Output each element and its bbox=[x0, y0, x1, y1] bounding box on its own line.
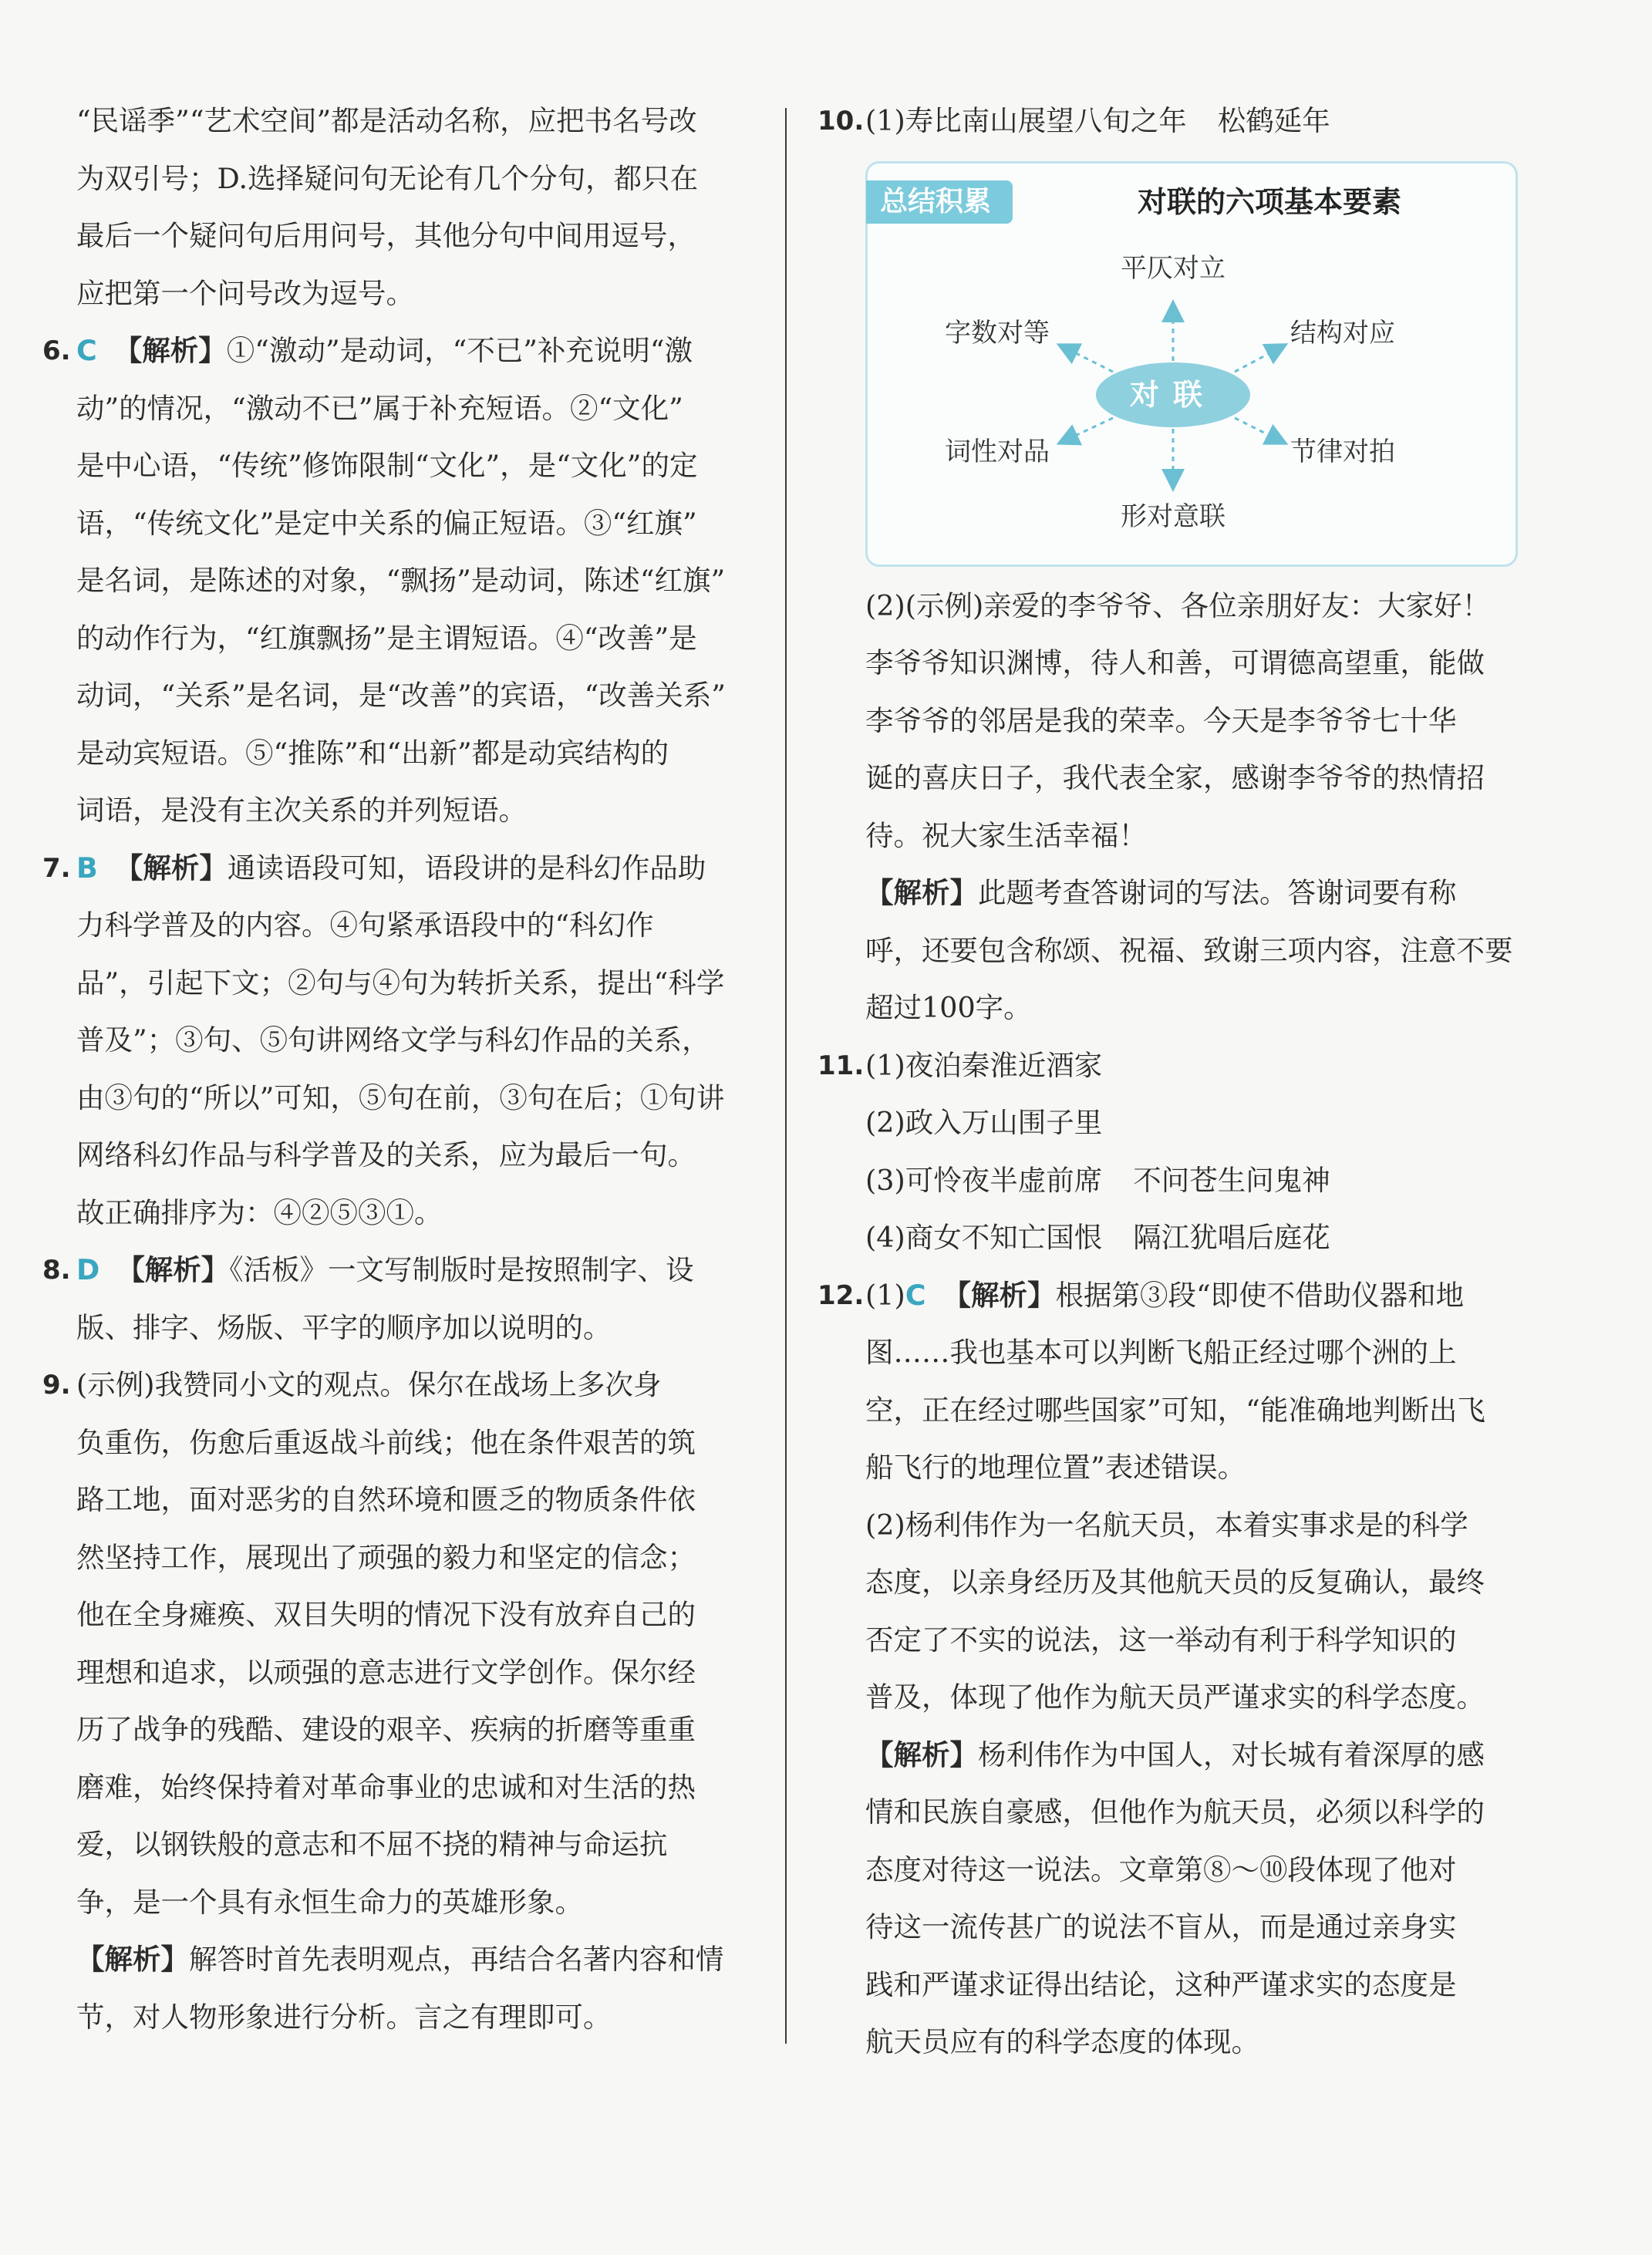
label-top: 平仄对立 bbox=[1121, 252, 1226, 284]
diagram-title: 对联的六项基本要素 bbox=[1138, 184, 1402, 219]
text-line: 呼，还要包含称颂、祝福、致谢三项内容，注意不要 bbox=[865, 933, 1513, 967]
text-line: 践和严谨求证得出结论，这种严谨求实的态度是 bbox=[865, 1967, 1457, 2001]
text-segment: (1) bbox=[865, 1278, 905, 1312]
text-line: 的动作行为，“红旗飘扬”是主谓短语。④“改善”是 bbox=[76, 621, 697, 655]
text-line: 态度对待这一说法。文章第⑧～⑩段体现了他对 bbox=[865, 1852, 1457, 1886]
text-line: 图……我也基本可以判断飞船正经过哪个洲的上 bbox=[865, 1336, 1457, 1369]
analysis-tag: 【解析】 bbox=[113, 334, 227, 367]
label-lower-left: 词性对品 bbox=[945, 436, 1050, 467]
text-segment: 松鹤延年 bbox=[1217, 104, 1330, 137]
text-segment: 《活板》一文写制版时是按照制字、设 bbox=[229, 1253, 694, 1286]
text-line: 他在全身瘫痪、双目失明的情况下没有放弃自己的 bbox=[76, 1598, 696, 1631]
analysis-tag: 【解析】 bbox=[865, 1738, 978, 1771]
arrow-upper-left bbox=[1060, 345, 1113, 372]
text-line: (2)(示例)亲爱的李爷爷、各位亲朋好友：大家好！ bbox=[865, 588, 1491, 622]
text-line: 节，对人物形象进行分析。言之有理即可。 bbox=[76, 2000, 612, 2034]
text-line: 普及”；③句、⑤句讲网络文学与科幻作品的关系， bbox=[76, 1023, 710, 1057]
answer-7 bbox=[42, 840, 752, 1242]
text-line: 版、排字、炀版、平字的顺序加以说明的。 bbox=[76, 1310, 612, 1344]
answer-11 bbox=[818, 1037, 1542, 1267]
text-segment: 此题考查答谢词的写法。答谢词要有称 bbox=[978, 876, 1457, 909]
text-segment: 不问苍生问鬼神 bbox=[1133, 1163, 1330, 1197]
text-segment: (4)商女不知亡国恨 bbox=[865, 1221, 1103, 1254]
answer-first-line bbox=[76, 322, 752, 380]
text-line: 动词，“关系”是名词，是“改善”的宾语，“改善关系” bbox=[76, 679, 726, 712]
label-bottom: 形对意联 bbox=[1121, 501, 1226, 532]
text-line: 理想和追求，以顽强的意志进行文学创作。保尔经 bbox=[76, 1655, 696, 1689]
label-lower-right: 节律对拍 bbox=[1290, 436, 1395, 467]
answer-first-line bbox=[865, 1267, 1542, 1325]
right-column bbox=[818, 93, 1542, 2071]
text-line: 态度，以亲身经历及其他航天员的反复确认，最终 bbox=[865, 1566, 1485, 1599]
text-line: 空，正在经过哪些国家”可知，“能准确地判断出飞 bbox=[865, 1393, 1485, 1427]
text-line: 由③句的“所以”可知，⑤句在前，③句在后；①句讲 bbox=[76, 1080, 725, 1114]
text-line: 爱，以钢铁般的意志和不屈不挠的精神与命运抗 bbox=[76, 1828, 668, 1861]
question-number: 12. bbox=[818, 1279, 865, 1311]
question-number: 10. bbox=[818, 106, 865, 137]
answer-line bbox=[865, 1209, 1542, 1267]
analysis-tag: 【解析】 bbox=[865, 876, 978, 909]
text-segment: ①“激动”是动词，“不已”补充说明“激 bbox=[226, 334, 693, 367]
text-line: 争，是一个具有永恒生命力的英雄形象。 bbox=[76, 1885, 583, 1919]
text-segment: (1)寿比南山展望八旬之年 bbox=[865, 104, 1187, 137]
text-line: 是中心语，“传统”修饰限制“文化”，是“文化”的定 bbox=[76, 449, 698, 482]
answer-letter: D bbox=[76, 1253, 100, 1286]
summary-badge: 总结积累 bbox=[866, 180, 1013, 224]
diagram-center: 对联 bbox=[1096, 362, 1250, 427]
text-line: 待这一流传甚广的说法不盲从，而是通过亲身实 bbox=[865, 1910, 1457, 1943]
text-segment: (3)可怜夜半虚前席 bbox=[865, 1163, 1103, 1197]
text-line: 路工地，面对恶劣的自然环境和匮乏的物质条件依 bbox=[76, 1483, 696, 1516]
text-line: 负重伤，伤愈后重返战斗前线；他在条件艰苦的筑 bbox=[76, 1425, 696, 1459]
column-divider bbox=[785, 108, 787, 2044]
text-segment: 通读语段可知，语段讲的是科幻作品助 bbox=[227, 851, 706, 885]
text-line: (1)夜泊秦淮近酒家 bbox=[865, 1048, 1103, 1082]
text-line: 为双引号；D.选择疑问句无论有几个分句，都只在 bbox=[76, 161, 699, 195]
analysis-tag: 【解析】 bbox=[76, 1943, 189, 1976]
text-segment: 隔江犹唱后庭花 bbox=[1133, 1221, 1330, 1254]
text-segment: 杨利伟作为中国人，对长城有着深厚的感 bbox=[978, 1738, 1485, 1771]
text-line: 普及，体现了他作为航天员严谨求实的科学态度。 bbox=[865, 1680, 1485, 1714]
text-line: 航天员应有的科学态度的体现。 bbox=[865, 2025, 1259, 2058]
answer-5-continued bbox=[42, 93, 752, 322]
analysis-tag: 【解析】 bbox=[116, 1253, 230, 1286]
question-number: 11. bbox=[818, 1050, 865, 1081]
analysis-line bbox=[865, 1727, 1542, 1785]
analysis-line bbox=[865, 865, 1542, 922]
text-line: 情和民族自豪感，但他作为航天员，必须以科学的 bbox=[865, 1795, 1485, 1829]
text-line: 历了战争的残酷、建设的艰辛、疾病的折磨等重重 bbox=[76, 1713, 696, 1746]
answer-8 bbox=[42, 1242, 752, 1357]
arrow-upper-right bbox=[1235, 345, 1284, 372]
text-line: 是名词，是陈述的对象，“飘扬”是动词，陈述“红旗” bbox=[76, 564, 726, 597]
arrow-lower-left bbox=[1060, 418, 1113, 443]
question-number: 8. bbox=[42, 1255, 71, 1286]
text-segment: 解答时首先表明观点，再结合名著内容和情 bbox=[189, 1943, 724, 1976]
question-number: 6. bbox=[42, 335, 71, 366]
text-line: “民谣季”“艺术空间”都是活动名称，应把书名号改 bbox=[76, 104, 697, 137]
label-upper-right: 结构对应 bbox=[1290, 317, 1395, 349]
answer-letter: C bbox=[905, 1278, 926, 1312]
answer-line bbox=[865, 1152, 1542, 1210]
answer-first-line bbox=[76, 840, 752, 898]
answer-letter: C bbox=[76, 334, 97, 367]
text-line: 然坚持工作，展现出了顽强的毅力和坚定的信念； bbox=[76, 1540, 696, 1574]
answer-line bbox=[865, 93, 1542, 150]
text-line: 是动宾短语。⑤“推陈”和“出新”都是动宾结构的 bbox=[76, 736, 669, 770]
text-line: 李爷爷知识渊博，待人和善，可谓德高望重，能做 bbox=[865, 646, 1485, 679]
answer-10 bbox=[818, 93, 1542, 1037]
question-number: 7. bbox=[42, 852, 71, 884]
text-line: 船飞行的地理位置”表述错误。 bbox=[865, 1451, 1246, 1484]
answer-12 bbox=[818, 1267, 1542, 2071]
text-segment: 根据第③段“即使不借助仪器和地 bbox=[1055, 1278, 1465, 1312]
analysis-tag: 【解析】 bbox=[942, 1278, 1056, 1312]
text-line: (2)政入万山围子里 bbox=[865, 1106, 1103, 1139]
text-line: 李爷爷的邻居是我的荣幸。今天是李爷爷七十华 bbox=[865, 703, 1457, 737]
text-line: 应把第一个问号改为逗号。 bbox=[76, 276, 414, 310]
analysis-tag: 【解析】 bbox=[114, 851, 228, 885]
text-line: 最后一个疑问句后用问号，其他分句中间用逗号， bbox=[76, 219, 696, 252]
text-line: (2)杨利伟作为一名航天员，本着实事求是的科学 bbox=[865, 1508, 1468, 1542]
text-line: 语，“传统文化”是定中关系的偏正短语。③“红旗” bbox=[76, 506, 697, 540]
text-line: 品”，引起下文；②句与④句为转折关系，提出“科学 bbox=[76, 966, 725, 999]
text-line: 力科学普及的内容。④句紧承语段中的“科幻作 bbox=[76, 908, 654, 942]
text-line: 磨难，始终保持着对革命事业的忠诚和对生活的热 bbox=[76, 1770, 696, 1804]
answer-9 bbox=[42, 1357, 752, 2046]
text-line: (示例)我赞同小文的观点。保尔在战场上多次身 bbox=[76, 1368, 662, 1401]
text-line: 超过100字。 bbox=[865, 991, 1032, 1024]
text-line: 故正确排序为：④②⑤③①。 bbox=[76, 1195, 443, 1229]
label-upper-left: 字数对等 bbox=[945, 317, 1050, 349]
text-line: 否定了不实的说法，这一举动有利于科学知识的 bbox=[865, 1623, 1457, 1657]
text-line: 动”的情况，“激动不已”属于补充短语。②“文化” bbox=[76, 391, 683, 425]
text-line: 待。祝大家生活幸福！ bbox=[865, 818, 1147, 852]
arrow-lower-right bbox=[1235, 418, 1284, 443]
answer-6 bbox=[42, 322, 752, 840]
analysis-line bbox=[76, 1931, 752, 1989]
text-line: 词语，是没有主次关系的并列短语。 bbox=[76, 794, 527, 827]
question-number: 9. bbox=[42, 1370, 71, 1401]
text-line: 网络科幻作品与科学普及的关系，应为最后一句。 bbox=[76, 1138, 696, 1171]
couplet-elements-diagram bbox=[865, 161, 1518, 567]
answer-letter: B bbox=[76, 851, 98, 885]
answer-first-line bbox=[76, 1242, 752, 1299]
text-line: 诞的喜庆日子，我代表全家，感谢李爷爷的热情招 bbox=[865, 761, 1485, 794]
left-column bbox=[42, 93, 752, 2046]
